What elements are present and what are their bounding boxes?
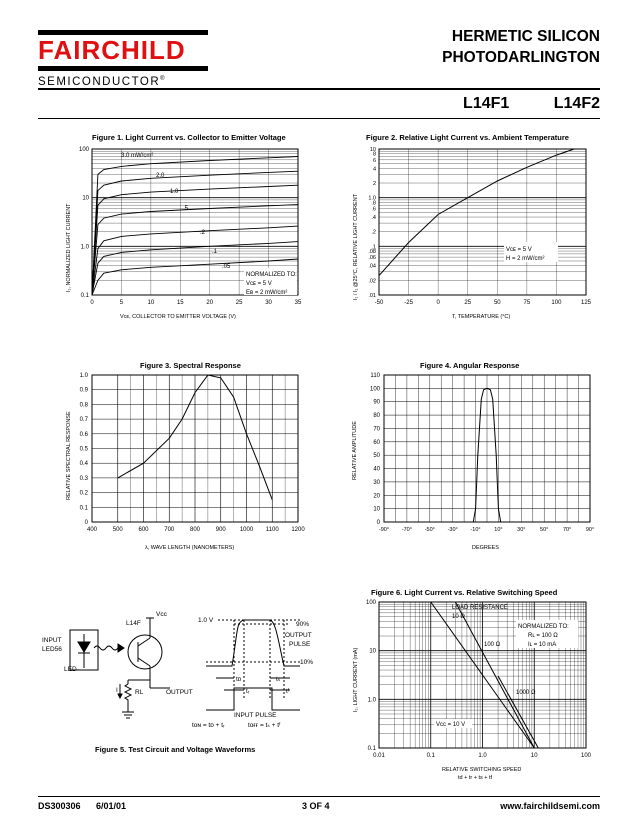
fig3-xtick: 600 bbox=[138, 527, 149, 533]
footer-rule bbox=[38, 796, 600, 797]
fig2-ytick: .08 bbox=[368, 249, 376, 256]
fig1-xtick: 30 bbox=[265, 300, 272, 306]
fig4-xtick: 90° bbox=[585, 527, 595, 533]
fig5-current: I bbox=[116, 687, 118, 694]
fig2-ytick: .1 bbox=[371, 244, 376, 251]
fig3-xtick: 800 bbox=[189, 527, 201, 533]
fig2-ytick: 10 bbox=[369, 147, 376, 153]
fig4-xtick: -30° bbox=[447, 527, 458, 533]
fig2-ylabel: I₁ / I₁ @25°C, RELATIVE LIGHT CURRENT bbox=[353, 193, 359, 300]
fig6-load-2: 10 Ω bbox=[452, 614, 465, 620]
fig3-xtick: 900 bbox=[215, 527, 226, 533]
fig4-ytick: 60 bbox=[373, 439, 380, 446]
fig3-ytick: 0.4 bbox=[79, 461, 88, 468]
fig6-xtick: 1.0 bbox=[478, 753, 487, 759]
fig5-circuit bbox=[70, 618, 170, 718]
fig1-ylabel: I₁, NORMALIZED LIGHT CURRENT bbox=[66, 203, 72, 292]
fig5-p90: 90% bbox=[296, 621, 310, 628]
fig6-r1000: 1000 Ω bbox=[516, 690, 536, 696]
fig2-ytick: 1.0 bbox=[368, 195, 376, 202]
fig3-xtick: 500 bbox=[112, 527, 123, 533]
fig6-note-2: Rʟ = 100 Ω bbox=[528, 633, 558, 639]
fig1-label-01: .1 bbox=[212, 249, 218, 255]
fig2-xtick: 0 bbox=[436, 300, 440, 306]
fig1-label-05: .5 bbox=[183, 206, 189, 212]
fig2-ytick: .6 bbox=[371, 206, 376, 213]
fig1-label-02: .2 bbox=[200, 230, 206, 236]
fig3-ytick: 0.7 bbox=[79, 417, 88, 424]
fig2-ytick: .4 bbox=[371, 215, 376, 222]
doc-number: DS300306 bbox=[38, 801, 81, 811]
fig3-ytick: 1.0 bbox=[79, 373, 88, 379]
fig1-ytick: 10 bbox=[82, 195, 89, 202]
fig1-xlabel: Vᴄᴇ, COLLECTOR TO EMITTER VOLTAGE (V) bbox=[120, 314, 236, 320]
fig4-xtick: -10° bbox=[470, 527, 481, 533]
fig5-toff: tᴏғғ = tₛ + tᶠ bbox=[248, 722, 281, 729]
fig6-ytick: 0.1 bbox=[367, 746, 376, 752]
fig5-tr: tᵣ bbox=[246, 688, 250, 695]
fig1-xtick: 35 bbox=[294, 300, 302, 306]
fig6-ylabel: I₁, LIGHT CURRENT (mA) bbox=[353, 647, 359, 712]
fig3-xtick: 400 bbox=[86, 527, 98, 533]
fig6-ytick: 1.0 bbox=[367, 697, 376, 704]
fig2-ytick: .2 bbox=[371, 229, 376, 236]
fig1-xtick: 20 bbox=[206, 300, 214, 306]
fig2-ytick: .06 bbox=[368, 255, 376, 262]
fig5-out-pulse-2: PULSE bbox=[289, 641, 311, 648]
fig5-td: tᴅ bbox=[236, 676, 242, 683]
fig3-ylabel: RELATIVE SPECTRAL RESPONSE bbox=[66, 411, 72, 500]
fig4-ytick: 50 bbox=[373, 453, 380, 460]
fig1-xtick: 5 bbox=[119, 300, 124, 306]
rl-resistor-icon bbox=[125, 684, 131, 704]
fig2-ytick: .02 bbox=[368, 278, 376, 285]
charts-group bbox=[79, 147, 594, 759]
fig1-note-2: Vᴄᴇ = 5 V bbox=[246, 281, 272, 287]
fig5-out-pulse-1: OUTPUT bbox=[285, 632, 312, 639]
fig6-xtick: 100 bbox=[580, 753, 592, 759]
fig2-xtick: 100 bbox=[551, 300, 562, 306]
fig3-xlabel: λ, WAVE LENGTH (NANOMETERS) bbox=[145, 545, 235, 551]
fig5-ton: tᴏɴ = tᴅ + tᵣ bbox=[192, 722, 225, 729]
fig4-xlabel: DEGREES bbox=[472, 545, 499, 551]
doc-date: 6/01/01 bbox=[96, 801, 127, 811]
logo-sub-text: SEMICONDUCTOR bbox=[38, 75, 161, 88]
fig4-ytick: 100 bbox=[369, 386, 380, 393]
fig2-note-2: H = 2 mW/cm² bbox=[506, 256, 545, 262]
fig1-ytick: 100 bbox=[78, 147, 89, 153]
fig2-xlabel: T, TEMPERATURE (°C) bbox=[452, 314, 511, 320]
fig6-load-1: LOAD RESISTANCE bbox=[452, 605, 508, 611]
fig4-xtick: -90° bbox=[378, 527, 390, 533]
fig2-ytick: 6 bbox=[372, 157, 376, 164]
fig5-device: L14F bbox=[126, 620, 141, 627]
fig2-ytick: .8 bbox=[371, 200, 376, 207]
transistor-body bbox=[128, 635, 162, 669]
fig1-title: Figure 1. Light Current vs. Collector to Emitter Voltage bbox=[92, 133, 286, 142]
fig3-xtick: 1200 bbox=[291, 527, 305, 533]
fig2-frame bbox=[379, 149, 586, 295]
fig5-p10: 10% bbox=[300, 659, 314, 666]
fig4-xtick: 10° bbox=[494, 527, 503, 533]
fig4-ylabel: RELATIVE AMPLITUDE bbox=[352, 421, 358, 480]
fig3-xtick: 1100 bbox=[265, 527, 279, 533]
fig5-v1: 1.0 V bbox=[198, 617, 214, 624]
fig5-led: LED bbox=[64, 666, 77, 673]
fig5-title: Figure 5. Test Circuit and Voltage Waveforms bbox=[95, 745, 256, 754]
fig1-xtick: 25 bbox=[235, 300, 243, 306]
fig1-ytick: 1.0 bbox=[80, 244, 89, 251]
fig2-ytick: 8 bbox=[372, 151, 376, 158]
fig6-series-line bbox=[498, 676, 538, 748]
current-arrow-head bbox=[118, 694, 122, 698]
fig5-ts: tₛ bbox=[276, 676, 281, 683]
fig4-xtick: 30° bbox=[517, 527, 526, 533]
fig6-note-1: NORMALIZED TO: bbox=[518, 624, 569, 630]
fig1-note-3: Eʙ = 2 mW/cm² bbox=[246, 290, 288, 296]
fig3-xtick: 700 bbox=[164, 527, 175, 533]
fig2-title: Figure 2. Relative Light Current vs. Ambient Temperature bbox=[366, 133, 569, 142]
fig1-ytick: 0.1 bbox=[80, 293, 89, 299]
fig1-label-005: .05 bbox=[222, 264, 231, 270]
fig4-ytick: 20 bbox=[373, 493, 380, 500]
fig1-note-1: NORMALIZED TO: bbox=[246, 272, 297, 278]
part-2: L14F2 bbox=[553, 95, 600, 112]
fig2-ytick: 2 bbox=[372, 181, 376, 188]
fig4-ytick: 90 bbox=[373, 399, 380, 406]
fig5-input-pulse: INPUT PULSE bbox=[234, 712, 277, 719]
fig6-ytick: 100 bbox=[365, 600, 376, 606]
fig6-vcc: Vᴄᴄ = 10 V bbox=[436, 722, 466, 728]
fig4-xtick: 70° bbox=[562, 527, 572, 533]
fig6-xtick: 10 bbox=[530, 753, 538, 759]
fig2-ytick: 4 bbox=[372, 166, 376, 173]
fig3-ytick: 0.1 bbox=[79, 505, 88, 512]
fig4-ytick: 70 bbox=[373, 426, 380, 433]
fig1-label-30: 3.0 mW/cm² bbox=[121, 153, 154, 159]
fig3-ytick: 0 bbox=[84, 520, 88, 526]
fig6-title: Figure 6. Light Current vs. Relative Switching Speed bbox=[371, 588, 558, 597]
fig6-ytick: 10 bbox=[369, 648, 376, 655]
fig4-ytick: 10 bbox=[373, 506, 380, 513]
fig3-xtick: 1000 bbox=[239, 527, 254, 533]
fig2-xtick: 125 bbox=[580, 300, 592, 306]
fig2-xtick: 25 bbox=[464, 300, 472, 306]
fig1-label-20: 2.0 bbox=[156, 173, 165, 179]
light-arrow-icon bbox=[118, 644, 124, 652]
part-1: L14F1 bbox=[463, 95, 510, 112]
fig2-xtick: 75 bbox=[523, 300, 531, 306]
fig3-ytick: 0.8 bbox=[79, 402, 88, 409]
fig6-xtick: 0.1 bbox=[426, 753, 435, 759]
fig4-title: Figure 4. Angular Response bbox=[420, 361, 520, 370]
fig4-ytick: 110 bbox=[370, 373, 380, 379]
fig4-ytick: 30 bbox=[373, 479, 380, 486]
title-line-1: HERMETIC SILICON bbox=[451, 28, 600, 45]
fig3-ytick: 0.2 bbox=[79, 490, 88, 497]
page-number: 3 OF 4 bbox=[302, 801, 330, 811]
fig5-output: OUTPUT bbox=[166, 689, 193, 696]
fig6-note-3: Iʟ = 10 mA bbox=[528, 642, 557, 648]
fig5-rl: RL bbox=[135, 689, 144, 696]
fig1-label-10: 1.0 bbox=[170, 189, 179, 195]
fig5-input-2: LED56 bbox=[42, 646, 62, 653]
fig4-xtick: -50° bbox=[424, 527, 435, 533]
transistor-emitter bbox=[138, 658, 150, 666]
transistor-collector bbox=[138, 638, 150, 646]
fig2-xtick: -25 bbox=[404, 300, 413, 306]
fig6-r100: 100 Ω bbox=[484, 642, 501, 648]
fig1-xtick: 10 bbox=[147, 300, 155, 306]
fig2-ytick: .01 bbox=[368, 293, 376, 299]
logo-wordmark: FAIRCHILD bbox=[38, 35, 186, 65]
fig3-ytick: 0.3 bbox=[79, 475, 88, 482]
fig4-xtick: 50° bbox=[540, 527, 549, 533]
fig3-ytick: 0.9 bbox=[79, 387, 88, 394]
fig1-xtick: 15 bbox=[176, 300, 184, 306]
fig1-xtick: 0 bbox=[90, 300, 94, 306]
fig4-ytick: 40 bbox=[373, 466, 380, 473]
fig4-ytick: 80 bbox=[373, 413, 380, 420]
fig3-title: Figure 3. Spectral Response bbox=[140, 361, 241, 370]
logo-reg: ® bbox=[160, 76, 167, 82]
fig5-vcc: Vᴄᴄ bbox=[156, 611, 167, 618]
fig4-ytick: 0 bbox=[376, 520, 380, 526]
fig6-xlabel-2: td + tr + ts + tf bbox=[458, 775, 493, 781]
fig6-xtick: 0.01 bbox=[373, 753, 385, 759]
fig3-ytick: 0.6 bbox=[79, 431, 88, 438]
fig6-xlabel-1: RELATIVE SWITCHING SPEED bbox=[442, 767, 522, 773]
fig2-ytick: .04 bbox=[368, 263, 376, 270]
fig4-xtick: -70° bbox=[401, 527, 412, 533]
title-line-2: PHOTODARLINGTON bbox=[442, 49, 600, 66]
fig3-ytick: 0.5 bbox=[79, 446, 88, 453]
fig5-input-1: INPUT bbox=[42, 637, 62, 644]
fig5-tf: tᶠ bbox=[286, 688, 290, 695]
output-pulse-wave bbox=[206, 620, 300, 666]
fig2-note-1: Vᴄᴇ = 5 V bbox=[506, 247, 532, 253]
fig2-xtick: -50 bbox=[374, 300, 384, 306]
fig2-xtick: 50 bbox=[493, 300, 501, 306]
website-link[interactable]: www.fairchildsemi.com bbox=[500, 801, 600, 811]
